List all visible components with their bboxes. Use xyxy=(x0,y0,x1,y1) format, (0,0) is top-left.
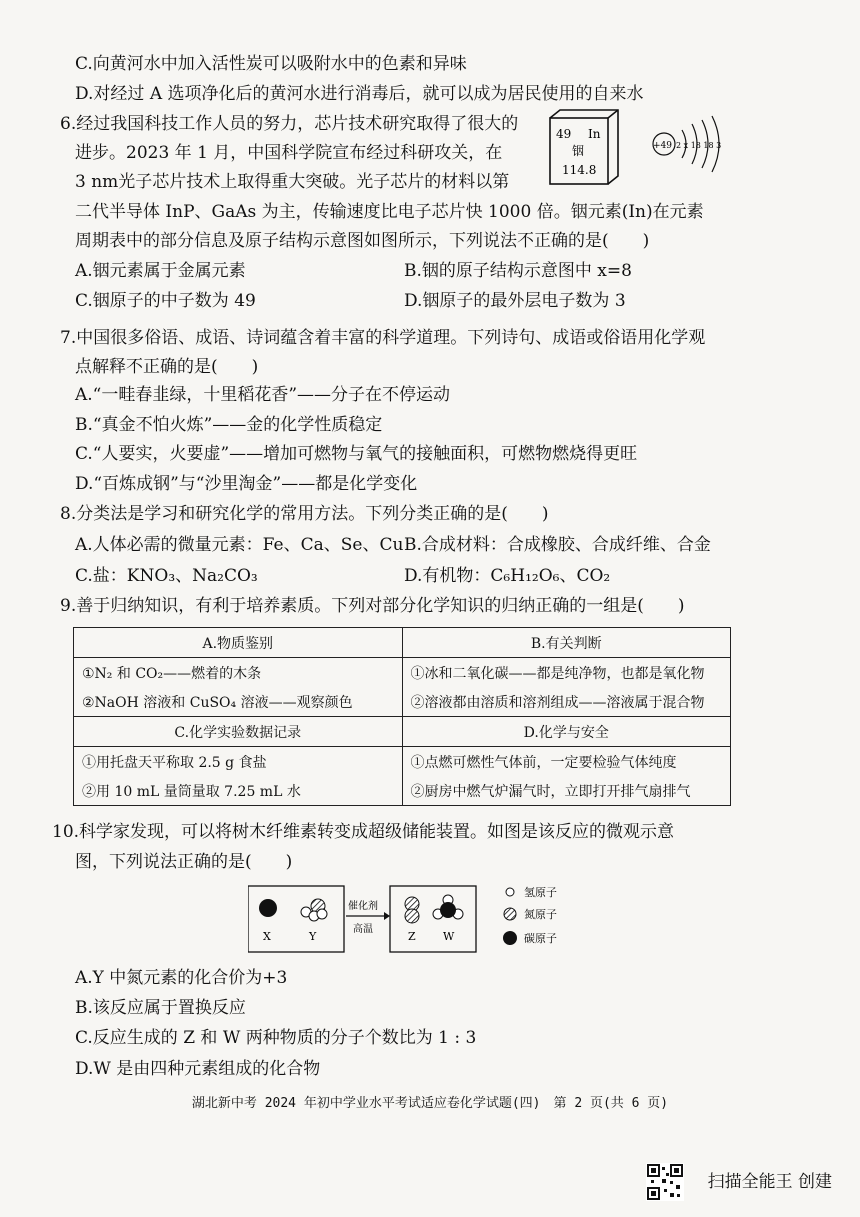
table-row xyxy=(74,658,731,688)
q6-stem-2: 进步。2023 年 1 月，中国科学院宣布经过科研攻关，在 xyxy=(75,143,503,163)
x-molecule xyxy=(259,899,277,917)
element-symbol: In xyxy=(588,127,601,141)
q8-option-c: C.盐：KNO₃、Na₂CO₃ xyxy=(75,566,258,586)
q10-option-c: C.反应生成的 Z 和 W 两种物质的分子个数比为 1 : 3 xyxy=(75,1028,477,1048)
q6-stem-3: 3 nm光子芯片技术上取得重大突破。光子芯片的材料以第 xyxy=(75,172,510,192)
knowledge-table xyxy=(73,627,731,806)
reaction-arrow xyxy=(346,899,390,935)
legend-carbon: 碳原子 xyxy=(524,932,557,945)
products-box xyxy=(390,886,476,952)
legend-nitrogen: 氮原子 xyxy=(524,908,557,921)
atomic-structure xyxy=(653,116,721,172)
q10-stem-1: 10.科学家发现，可以将树木纤维素转变成超级储能装置。如图是该反应的微观示意 xyxy=(52,822,675,842)
atomic-mass: 114.8 xyxy=(562,163,597,177)
table-row xyxy=(74,717,731,747)
q10-option-b: B.该反应属于置换反应 xyxy=(75,998,246,1018)
q7-option-b: B.“真金不怕火炼”——金的化学性质稳定 xyxy=(75,415,383,435)
table-cell: ①用托盘天平称取 2.5 g 食盐 xyxy=(74,747,403,777)
q10-option-d: D.W 是由四种元素组成的化合物 xyxy=(75,1059,321,1079)
q9-stem: 9.善于归纳知识，有利于培养素质。下列对部分化学知识的归纳正确的一组是( ) xyxy=(60,596,685,616)
table-row xyxy=(74,687,731,717)
reaction-diagram xyxy=(248,882,598,962)
q8-option-b: B.合成材料：合成橡胶、合成纤维、合金 xyxy=(404,535,711,555)
table-row xyxy=(74,628,731,658)
q10-stem-2: 图，下列说法正确的是( ) xyxy=(75,852,293,872)
option-c-q5: C.向黄河水中加入活性炭可以吸附水中的色素和异味 xyxy=(75,54,467,74)
legend xyxy=(503,885,557,945)
legend-hydrogen: 氢原子 xyxy=(524,886,557,899)
label-z: Z xyxy=(408,930,416,943)
q6-option-c: C.铟原子的中子数为 49 xyxy=(75,291,256,311)
table-header-d: D.化学与安全 xyxy=(402,717,731,747)
table-header-c: C.化学实验数据记录 xyxy=(74,717,403,747)
q6-stem-1: 6.经过我国科技工作人员的努力，芯片技术研究取得了很大的 xyxy=(60,114,519,134)
q7-stem-2: 点解释不正确的是( ) xyxy=(75,357,259,377)
nucleus-charge: +49 xyxy=(653,141,672,151)
element-name: 铟 xyxy=(572,144,585,158)
table-cell: ②厨房中燃气炉漏气时，立即打开排气扇排气 xyxy=(402,776,731,806)
reactants-box xyxy=(248,886,344,952)
qr-code-icon xyxy=(646,1163,684,1201)
table-cell: ②NaOH 溶液和 CuSO₄ 溶液——观察颜色 xyxy=(74,687,403,717)
condition-label: 高温 xyxy=(353,924,373,935)
indium-figure xyxy=(548,108,738,192)
atomic-number: 49 xyxy=(556,127,572,141)
table-cell: ②溶液都由溶质和溶剂组成——溶液属于混合物 xyxy=(402,687,731,717)
catalyst-label: 催化剂 xyxy=(348,901,378,912)
scanner-watermark: 扫描全能王 创建 xyxy=(707,1172,832,1192)
q6-option-b: B.铟的原子结构示意图中 x=8 xyxy=(404,261,632,281)
q7-option-d: D.“百炼成钢”与“沙里淘金”——都是化学变化 xyxy=(75,474,418,494)
table-cell: ②用 10 mL 量筒量取 7.25 mL 水 xyxy=(74,776,403,806)
table-header-a: A.物质鉴别 xyxy=(74,628,403,658)
electron-shells: 2 x 18 18 3 xyxy=(676,141,722,150)
q7-option-c: C.“人要实，火要虚”——增加可燃物与氧气的接触面积，可燃物燃烧得更旺 xyxy=(75,444,638,464)
periodic-cell xyxy=(550,110,618,184)
table-cell: ①冰和二氧化碳——都是纯净物，也都是氧化物 xyxy=(402,658,731,688)
q6-option-a: A.铟元素属于金属元素 xyxy=(75,261,246,281)
table-header-b: B.有关判断 xyxy=(402,628,731,658)
q7-option-a: A.“一畦春韭绿，十里稻花香”——分子在不停运动 xyxy=(75,385,451,405)
label-y: Y xyxy=(309,930,317,943)
label-w: W xyxy=(443,930,455,943)
q6-option-d: D.铟原子的最外层电子数为 3 xyxy=(404,291,626,311)
q6-stem-5: 周期表中的部分信息及原子结构示意图如图所示，下列说法不正确的是( ) xyxy=(75,231,650,251)
label-x: X xyxy=(263,930,271,943)
q8-option-a: A.人体必需的微量元素：Fe、Ca、Se、Cu xyxy=(75,535,404,555)
table-row xyxy=(74,776,731,806)
table-row xyxy=(74,747,731,777)
q8-stem: 8.分类法是学习和研究化学的常用方法。下列分类正确的是( ) xyxy=(60,504,549,524)
q7-stem-1: 7.中国很多俗语、成语、诗词蕴含着丰富的科学道理。下列诗句、成语或俗语用化学观 xyxy=(60,328,706,348)
table-cell: ①N₂ 和 CO₂——燃着的木条 xyxy=(74,658,403,688)
page-footer: 湖北新中考 2024 年初中学业水平考试适应卷化学试题(四) 第 2 页(共 6 页) xyxy=(191,1096,669,1111)
table-cell: ①点燃可燃性气体前，一定要检验气体纯度 xyxy=(402,747,731,777)
option-d-q5: D.对经过 A 选项净化后的黄河水进行消毒后，就可以成为居民使用的自来水 xyxy=(75,84,644,104)
q6-stem-4: 二代半导体 InP、GaAs 为主，传输速度比电子芯片快 1000 倍。铟元素(In)在元素 xyxy=(75,202,704,222)
q8-option-d: D.有机物：C₆H₁₂O₆、CO₂ xyxy=(404,566,611,586)
q10-option-a: A.Y 中氮元素的化合价为+3 xyxy=(75,968,288,988)
